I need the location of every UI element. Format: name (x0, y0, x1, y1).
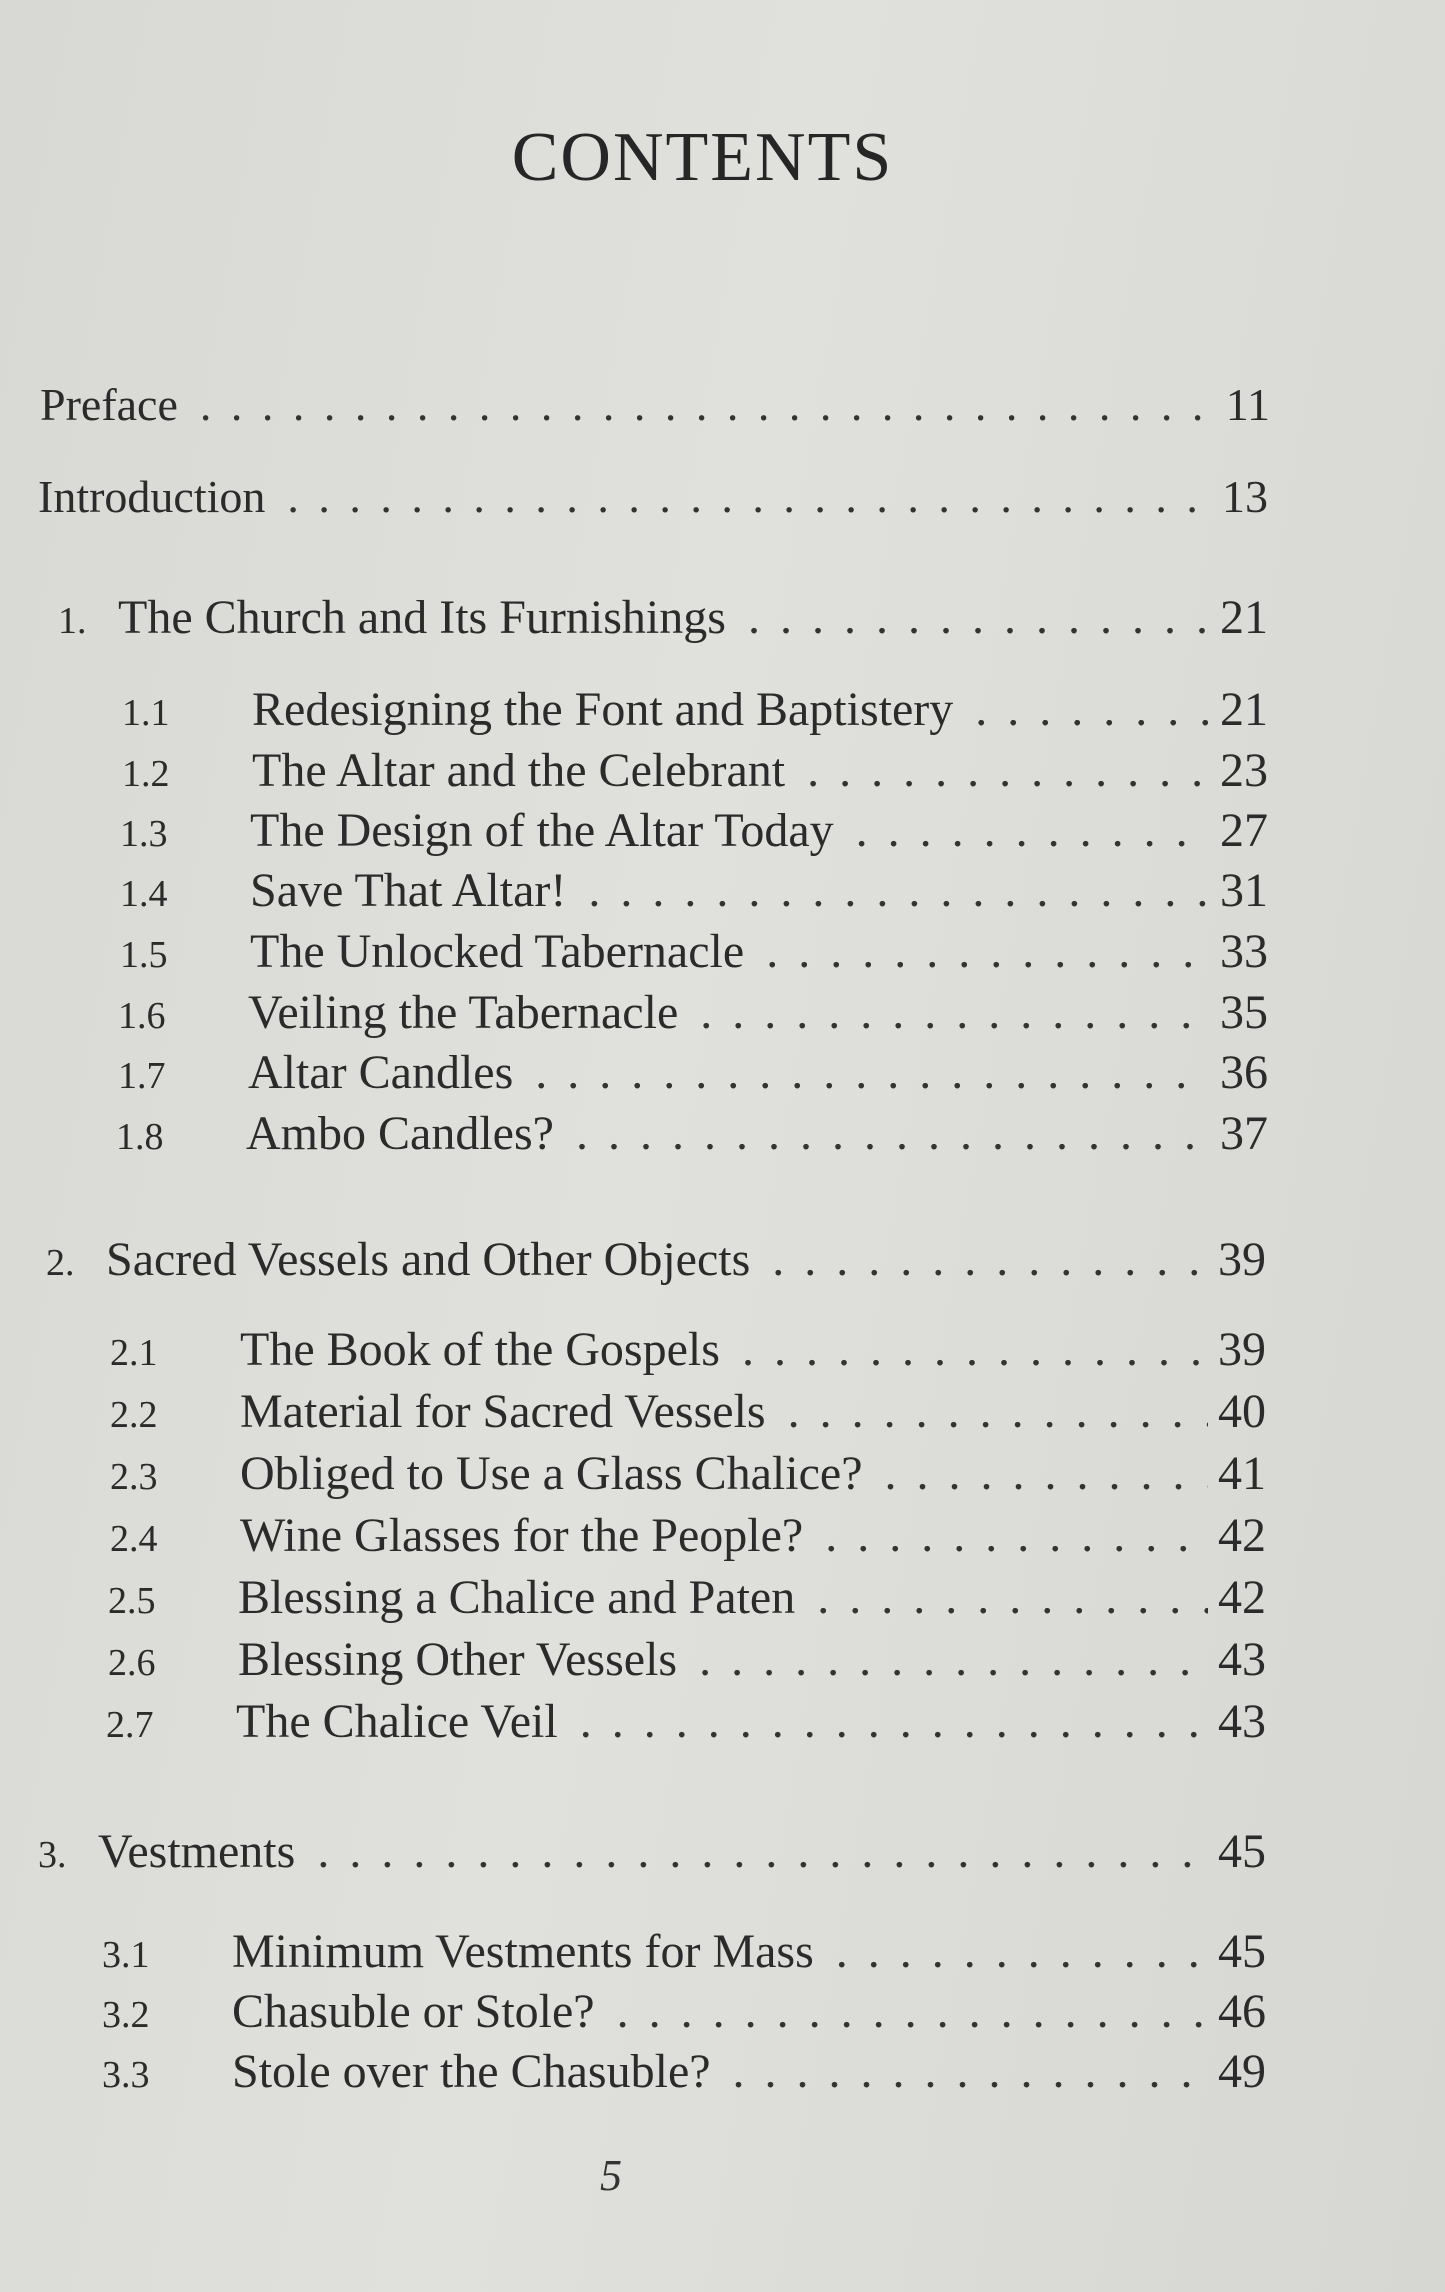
toc-section-1-6[interactable] (118, 985, 1268, 1040)
toc-entry-label: The Church and Its Furnishings (118, 591, 726, 644)
toc-section-2-5[interactable] (108, 1570, 1266, 1625)
toc-entry-label: The Altar and the Celebrant (252, 744, 786, 797)
toc-entry-label: Veiling the Tabernacle (248, 986, 679, 1039)
toc-section-number: 2.1 (110, 1332, 158, 1374)
leader-dots (856, 803, 1210, 858)
toc-entry-label: Preface (40, 379, 178, 430)
toc-page-number: 39 (1218, 1233, 1266, 1286)
toc-section-3-3[interactable] (102, 2044, 1266, 2099)
leader-dots (580, 1694, 1208, 1749)
toc-page-number: 37 (1220, 1107, 1268, 1160)
leader-dots (817, 1570, 1208, 1625)
toc-section-1-7[interactable] (118, 1045, 1268, 1100)
toc-section-1-2[interactable] (122, 743, 1268, 798)
toc-section-2-3[interactable] (110, 1446, 1266, 1501)
toc-page-number: 21 (1220, 683, 1268, 736)
toc-section-number: 2.5 (108, 1580, 156, 1622)
toc-entry-label: Redesigning the Font and Baptistery (252, 683, 954, 736)
page-title: CONTENTS (511, 119, 894, 196)
toc-section-number: 1.2 (122, 753, 170, 795)
toc-entry-label: Blessing a Chalice and Paten (238, 1571, 796, 1624)
leader-dots (287, 470, 1212, 523)
toc-section-number: 2.7 (106, 1704, 154, 1746)
toc-section-number: 1.1 (122, 692, 170, 734)
toc-section-1-1[interactable] (122, 682, 1268, 737)
leader-dots (733, 2044, 1208, 2099)
toc-section-1-5[interactable] (120, 924, 1268, 979)
leader-dots (700, 985, 1210, 1040)
toc-page-number: 31 (1220, 864, 1268, 917)
toc-page-number: 36 (1220, 1046, 1268, 1099)
leader-dots (825, 1508, 1208, 1563)
leader-dots (742, 1322, 1208, 1377)
leader-dots (975, 682, 1210, 737)
toc-entry-label: Material for Sacred Vessels (240, 1385, 766, 1438)
toc-page-number: 45 (1218, 1825, 1266, 1878)
toc-entry-label: The Chalice Veil (236, 1695, 558, 1748)
toc-page-number: 35 (1220, 986, 1268, 1039)
toc-section-number: 1.8 (116, 1116, 164, 1158)
toc-section-1-8[interactable] (116, 1106, 1268, 1161)
toc-entry-label: Sacred Vessels and Other Objects (106, 1233, 751, 1286)
toc-entry-label: Chasuble or Stole? (232, 1985, 595, 2038)
toc-entry-label: Obliged to Use a Glass Chalice? (240, 1447, 863, 1500)
toc-section-number: 2.3 (110, 1456, 158, 1498)
page-number: 5 (600, 2151, 622, 2200)
toc-section-number: 2.2 (110, 1394, 158, 1436)
leader-dots (699, 1632, 1208, 1687)
leader-dots (748, 590, 1210, 645)
toc-entry-label: Altar Candles (248, 1046, 514, 1099)
toc-section-number: 1.5 (120, 934, 168, 976)
toc-page-number: 49 (1218, 2045, 1266, 2098)
toc-chapter-number: 1. (58, 600, 87, 642)
toc-section-number: 2.4 (110, 1518, 158, 1560)
toc-entry-introduction[interactable] (38, 470, 1268, 523)
leader-dots (617, 1984, 1208, 2039)
toc-section-number: 3.3 (102, 2054, 150, 2096)
toc-chapter-number: 3. (38, 1834, 67, 1876)
toc-section-2-6[interactable] (108, 1632, 1266, 1687)
toc-entry-label: Vestments (98, 1825, 296, 1878)
leader-dots (788, 1384, 1208, 1439)
leader-dots (535, 1045, 1210, 1100)
toc-section-number: 2.6 (108, 1642, 156, 1684)
toc-section-2-2[interactable] (110, 1384, 1266, 1439)
toc-page-number: 33 (1220, 925, 1268, 978)
toc-page-number: 46 (1218, 1985, 1266, 2038)
toc-chapter-3[interactable] (38, 1824, 1266, 1879)
toc-page-number: 27 (1220, 804, 1268, 857)
leader-dots (807, 743, 1210, 798)
toc-page-number: 43 (1218, 1695, 1266, 1748)
toc-section-number: 1.7 (118, 1055, 166, 1097)
toc-chapter-1[interactable] (58, 590, 1268, 645)
toc-page-number: 42 (1218, 1509, 1266, 1562)
leader-dots (885, 1446, 1209, 1501)
toc-page-number: 43 (1218, 1633, 1266, 1686)
toc-section-1-3[interactable] (120, 803, 1268, 858)
toc-page-number: 21 (1220, 591, 1268, 644)
toc-entry-label: The Book of the Gospels (240, 1323, 720, 1376)
toc-page-number: 11 (1225, 379, 1270, 430)
toc-section-number: 1.4 (120, 873, 168, 915)
toc-section-1-4[interactable] (120, 863, 1268, 918)
toc-section-2-7[interactable] (106, 1694, 1266, 1749)
toc-page-number: 23 (1220, 744, 1268, 797)
toc-entry-preface[interactable] (40, 378, 1270, 431)
toc-page-number: 42 (1218, 1571, 1266, 1624)
toc-section-2-1[interactable] (110, 1322, 1266, 1377)
toc-entry-label: The Unlocked Tabernacle (250, 925, 745, 978)
toc-section-3-2[interactable] (102, 1984, 1266, 2039)
toc-entry-label: Introduction (38, 471, 266, 522)
toc-chapter-number: 2. (46, 1242, 75, 1284)
toc-entry-label: The Design of the Altar Today (250, 804, 834, 857)
leader-dots (836, 1924, 1208, 1979)
toc-entry-label: Ambo Candles? (246, 1107, 554, 1160)
toc-page-number: 41 (1218, 1447, 1266, 1500)
toc-entry-label: Save That Altar! (250, 864, 567, 917)
toc-entry-label: Wine Glasses for the People? (240, 1509, 804, 1562)
leader-dots (588, 863, 1210, 918)
toc-chapter-2[interactable] (46, 1232, 1266, 1287)
toc-page-number: 40 (1218, 1385, 1266, 1438)
toc-page-number: 39 (1218, 1323, 1266, 1376)
toc-entry-label: Stole over the Chasuble? (232, 2045, 711, 2098)
leader-dots (200, 378, 1216, 431)
toc-page-number: 13 (1222, 471, 1268, 522)
leader-dots (317, 1824, 1208, 1879)
toc-section-number: 3.1 (102, 1934, 150, 1976)
leader-dots (766, 924, 1210, 979)
leader-dots (576, 1106, 1210, 1161)
toc-section-number: 1.6 (118, 995, 166, 1037)
leader-dots (772, 1232, 1208, 1287)
toc-section-2-4[interactable] (110, 1508, 1266, 1563)
toc-section-3-1[interactable] (102, 1924, 1266, 1979)
toc-entry-label: Blessing Other Vessels (238, 1633, 678, 1686)
toc-section-number: 1.3 (120, 813, 168, 855)
toc-page-number: 45 (1218, 1925, 1266, 1978)
toc-entry-label: Minimum Vestments for Mass (232, 1925, 814, 1978)
toc-section-number: 3.2 (102, 1994, 150, 2036)
